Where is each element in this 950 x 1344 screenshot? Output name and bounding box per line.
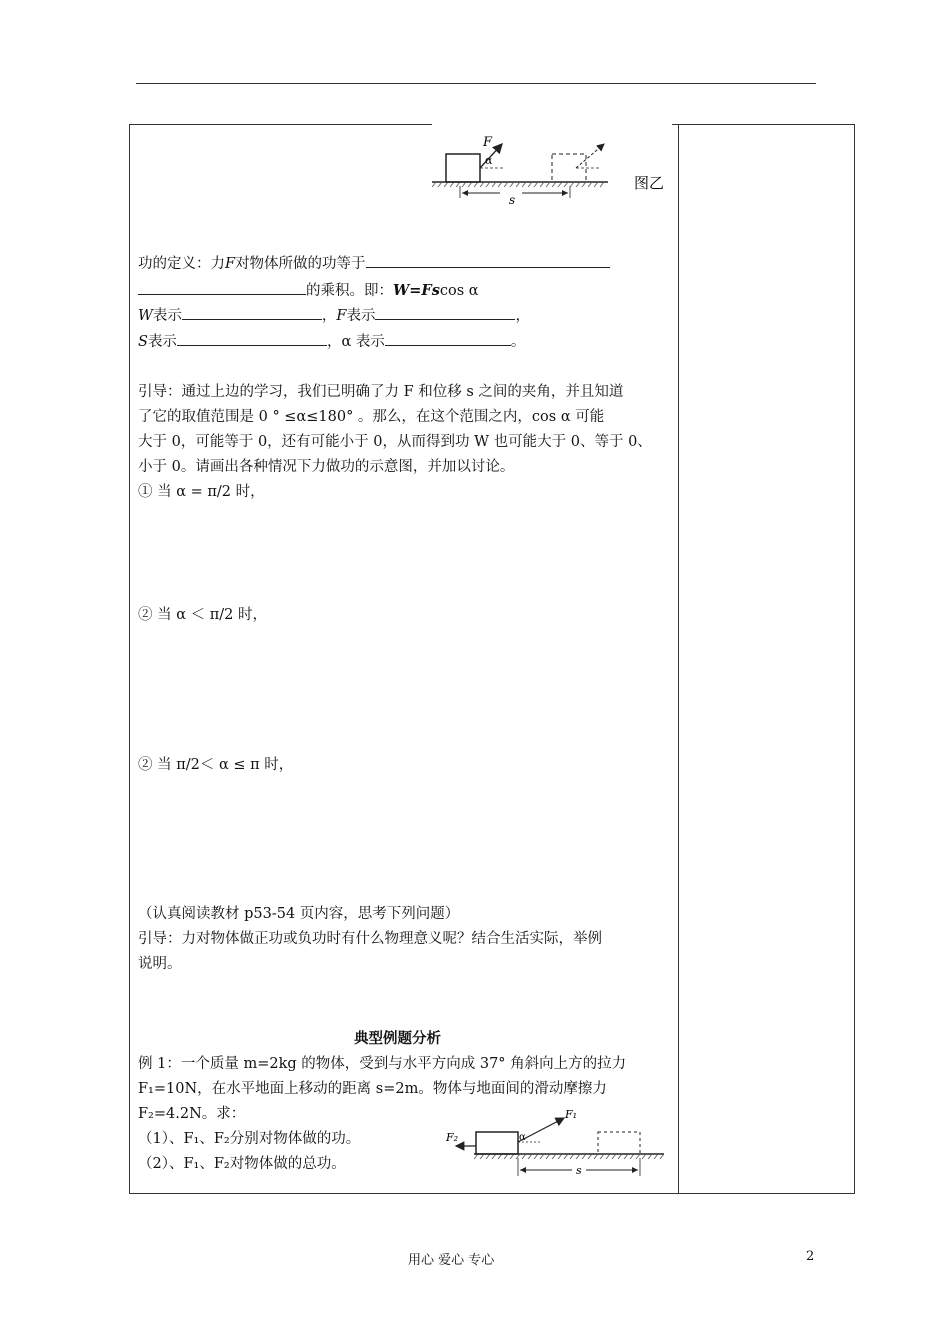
- case-3: ② 当 π/2＜ α ≤ π 时，: [138, 757, 294, 773]
- guide-line-4: 小于 0。请画出各种情况下力做功的示意图，并加以讨论。: [138, 459, 515, 475]
- guide-2-line-2: 说明。: [138, 956, 182, 972]
- definition-line-4: S表示 ，α 表示 。: [138, 334, 526, 350]
- example-line-3: F₂=4.2N。求：: [138, 1106, 246, 1122]
- reading-note: （认真阅读教材 p53-54 页内容，思考下列问题）: [138, 906, 460, 922]
- header-rule: [136, 83, 816, 84]
- distance-label: s: [576, 1164, 582, 1177]
- guide-line-2: 了它的取值范围是 0 ° ≤α≤180° 。那么，在这个范围之内，cos α 可能: [138, 409, 605, 425]
- question-2: （2）、F₁、F₂对物体做的总功。: [138, 1156, 346, 1172]
- definition-line-3: W表示 ，F表示 ，: [138, 308, 530, 324]
- blank-definition-1[interactable]: [366, 254, 610, 268]
- angle-label: α: [485, 154, 493, 167]
- angle-label: α: [519, 1132, 526, 1143]
- figure-caption: 图乙: [634, 174, 665, 192]
- block-start: [446, 154, 480, 182]
- definition-line-1: 功的定义：力F对物体所做的功等于: [138, 252, 610, 273]
- block-end: [598, 1132, 640, 1154]
- block-end: [552, 154, 586, 182]
- case-1: ① 当 α = π/2 时，: [138, 484, 265, 500]
- guide-line-3: 大于 0，可能等于 0，还有可能小于 0，从而得到功 W 也可能大于 0、等于 0、: [138, 434, 652, 450]
- case-2: ② 当 α ＜ π/2 时，: [138, 607, 267, 623]
- force-label: F: [483, 135, 493, 150]
- footer-motto: 用心 爱心 专心: [408, 1253, 495, 1268]
- friction-label: F₂: [446, 1131, 459, 1144]
- figure-example: [444, 1104, 670, 1180]
- table-column-divider: [678, 124, 679, 1194]
- definition-line-2: 的乘积。即：W=Fscos α: [138, 279, 479, 300]
- page-number: 2: [806, 1249, 815, 1264]
- force-arrow-end: [576, 144, 604, 168]
- distance-label: s: [509, 193, 516, 207]
- example-line-2: F₁=10N，在水平地面上移动的距离 s=2m。物体与地面间的滑动摩擦力: [138, 1081, 607, 1097]
- section-heading: 典型例题分析: [354, 1031, 441, 1047]
- block-start: [476, 1132, 518, 1154]
- blank-alpha[interactable]: [385, 332, 511, 346]
- pull-force-label: F₁: [565, 1108, 578, 1121]
- question-1: （1）、F₁、F₂分别对物体做的功。: [138, 1131, 361, 1147]
- formula: W=Fs: [393, 282, 440, 299]
- guide-2-line-1: 引导：力对物体做正功或负功时有什么物理意义呢？结合生活实际，举例: [138, 931, 602, 947]
- blank-s[interactable]: [177, 332, 327, 346]
- example-line-1: 例 1：一个质量 m=2kg 的物体，受到与水平方向成 37° 角斜向上方的拉力: [138, 1056, 627, 1072]
- guide-line-1: 引导：通过上边的学习，我们已明确了力 F 和位移 s 之间的夹角，并且知道: [138, 384, 624, 400]
- figure-force-displacement: [430, 126, 680, 210]
- blank-w[interactable]: [182, 306, 322, 320]
- blank-definition-2[interactable]: [138, 281, 306, 295]
- blank-f[interactable]: [375, 306, 515, 320]
